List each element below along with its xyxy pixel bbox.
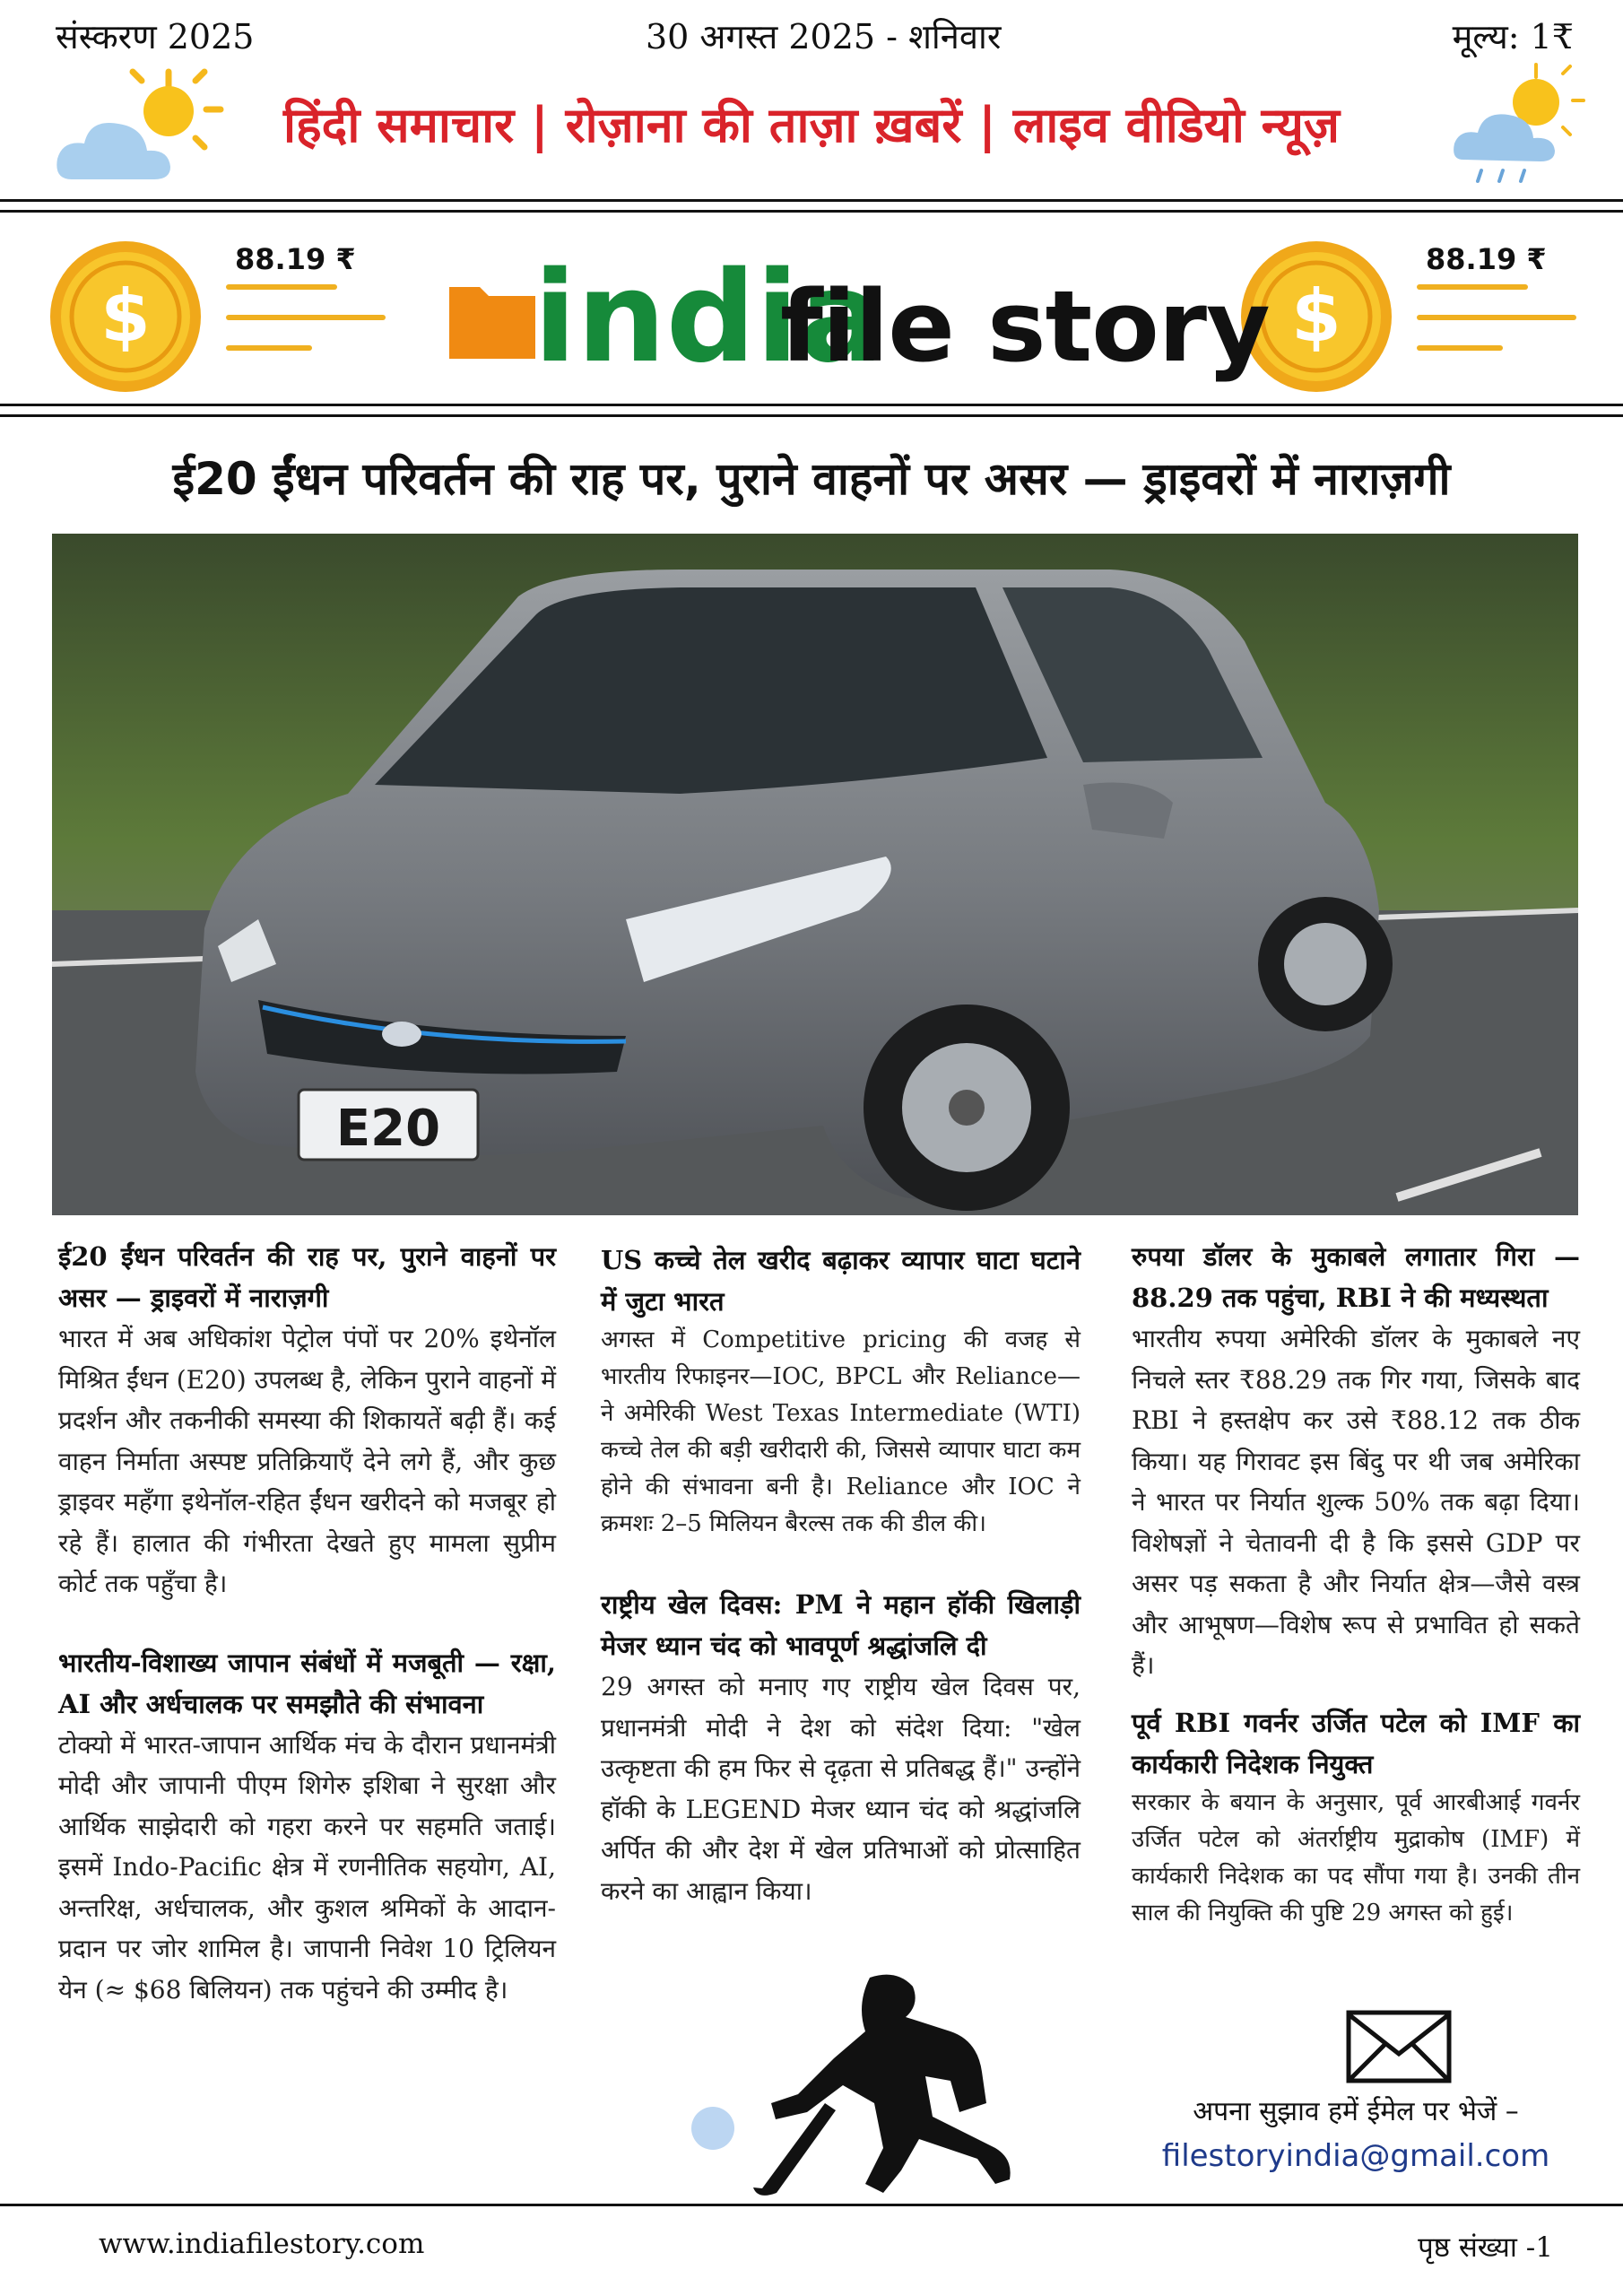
- edition-label: संस्करण 2025: [56, 17, 255, 57]
- issue-price: मूल्य: 1₹: [1452, 17, 1574, 57]
- article-column-3: [1132, 1236, 1580, 1932]
- article-sports-title: राष्ट्रीय खेल दिवस: PM ने महान हॉकी खिलाड़ी मेजर ध्यान चंद को भावपूर्ण श्रद्धांजलि दी: [601, 1589, 1081, 1661]
- site-logo: [444, 224, 884, 391]
- footer-rule: [0, 2204, 1623, 2206]
- masthead-rule-top: [0, 199, 1623, 202]
- article-rbi-title: पूर्व RBI गवर्नर उर्जित पटेल को IMF का कार्यकारी निदेशक नियुक्त: [1132, 1707, 1580, 1779]
- article-rupee-body: भारतीय रुपया अमेरिकी डॉलर के मुकाबले नए निचले स्तर ₹88.29 तक गिर गया, जिसके बाद RBI ने हस्तक्षेप कर उसे ₹88.12 तक ठीक किया। यह गिरावट इस बिंदु पर थी जब अमेरिका ने भारत पर निर्यात शुल्क 50% तक बढ़ा दिया। विशेषज्ञों ने चेतावनी दी है कि इससे GDP पर असर पड़ सकता है और निर्यात क्षेत्र—जैसे वस्त्र और आभूषण—विशेष रूप से प्रभावित हो सकते हैं।: [1132, 1324, 1580, 1680]
- masthead-rule-bottom-2: [0, 414, 1623, 417]
- article-rbi-body: सरकार के बयान के अनुसार, पूर्व आरबीआई गवर्नर उर्जित पटेल को अंतर्राष्ट्रीय मुद्राकोष (IMF) में कार्यकारी निदेशक का पद सौंपा गया है। उनकी तीन साल की नियुक्ति की पुष्टि 29 अगस्त को हुई।: [1132, 1788, 1580, 1926]
- page-number: पृष्ठ संख्या -1: [1418, 2231, 1553, 2264]
- article-column-2: [601, 1239, 1081, 1911]
- article-oil-body: अगस्त में Competitive pricing की वजह से भारतीय रिफाइनर—IOC, BPCL और Reliance—ने अमेरिकी West Texas Intermediate (WTI) कच्चे तेल की बड़ी खरीदारी की, जिससे व्यापार घाटा कम होने की संभावना बनी है। Reliance और IOC ने क्रमशः 2–5 मिलियन बैरल्स तक की डील की।: [601, 1326, 1081, 1537]
- rate-right: 88.19 ₹: [1426, 242, 1547, 276]
- article-e20-body: भारत में अब अधिकांश पेट्रोल पंपों पर 20% इथेनॉल मिश्रित ईंधन (E20) उपलब्ध है, लेकिन पुराने वाहनों में प्रदर्शन और तकनीकी समस्या की शिकायतें बढ़ी हैं। कई वाहन निर्माता अस्पष्ट प्रतिक्रियाएँ देने लगे हैं, और कुछ ड्राइवर महँगा इथेनॉल-रहित ईंधन खरीदने को मजबूर हो रहे हैं। हालात की गंभीरता देखते हुए मामला सुप्रीम कोर्ट तक पहुँचा है।: [58, 1324, 556, 1598]
- article-japan-body: टोक्यो में भारत-जापान आर्थिक मंच के दौरान प्रधानमंत्री मोदी और जापानी पीएम शिगेरु इशिबा ने सुरक्षा और आर्थिक साझेदारी को गहरा करने पर सहमति जताई। इसमें Indo-Pacific क्षेत्र में रणनीतिक सहयोग, AI, अन्तरिक्ष, अर्धचालक, और कुशल श्रमिकों के आदान-प्रदान पर जोर शामिल है। जापानी निवेश 10 ट्रिलियन येन (≈ $68 बिलियन) तक पहुंचने की उम्मीद है।: [58, 1729, 556, 2005]
- article-e20-title: ई20 ईंधन परिवर्तन की राह पर, पुराने वाहनों पर असर — ड्राइवरों में नाराज़गी: [58, 1241, 556, 1313]
- plate-text: E20: [335, 1100, 441, 1158]
- masthead-rule-bottom: [0, 404, 1623, 406]
- article-e20: [58, 1236, 556, 2010]
- lead-headline: ई20 ईंधन परिवर्तन की राह पर, पुराने वाहनों पर असर — ड्राइवरों में नाराज़गी: [172, 453, 1451, 505]
- article-sports-body: 29 अगस्त को मनाए गए राष्ट्रीय खेल दिवस पर, प्रधानमंत्री मोदी ने देश को संदेश दिया: "खेल उत्कृष्टता की हम फिर से दृढ़ता से प्रतिबद्ध हैं।" उन्होंने हॉकी के LEGEND मेजर ध्यान चंद को श्रद्धांजलि अर्पित की और देश में खेल प्रतिभाओं को प्रोत्साहित करने का आह्वान किया।: [601, 1672, 1081, 1906]
- feedback-email-link[interactable]: filestoryindia@gmail.com: [1161, 2138, 1550, 2174]
- envelope-icon: [1345, 2009, 1453, 2084]
- folder-icon: [449, 287, 535, 359]
- hockey-stick: [753, 2103, 836, 2196]
- article-oil-title: US कच्चे तेल खरीद बढ़ाकर व्यापार घाटा घटाने में जुटा भारत: [601, 1245, 1081, 1317]
- rate-left: 88.19 ₹: [235, 242, 356, 276]
- logo-main-text: india: [534, 245, 884, 391]
- header-tagline: हिंदी समाचार | रोज़ाना की ताज़ा ख़बरें | लाइव वीडियो न्यूज़: [282, 97, 1340, 153]
- hockey-player-illustration: [690, 1969, 1076, 2197]
- article-rupee-title: रुपया डॉलर के मुकाबले लगातार गिरा — 88.29 तक पहुंचा, RBI ने की मध्यस्थता: [1132, 1241, 1580, 1313]
- footer-website-link[interactable]: www.indiafilestory.com: [99, 2228, 425, 2260]
- coin-left-symbol: $: [100, 274, 151, 358]
- article-japan-title: भारतीय-विशाख्य जापान संबंधों में मजबूती — रक्षा, AI और अर्धचालक पर समझौते की संभावना: [58, 1647, 556, 1719]
- coin-right-symbol: $: [1291, 274, 1341, 358]
- hockey-ball: [691, 2107, 734, 2150]
- masthead-rule-top-2: [0, 210, 1623, 213]
- issue-date: 30 अगस्त 2025 - शनिवार: [646, 17, 1002, 57]
- feedback-label: अपना सुझाव हमें ईमेल पर भेजें –: [1193, 2096, 1519, 2127]
- logo-rest-text: file story: [780, 269, 1270, 384]
- lead-photo-car: [52, 534, 1578, 1215]
